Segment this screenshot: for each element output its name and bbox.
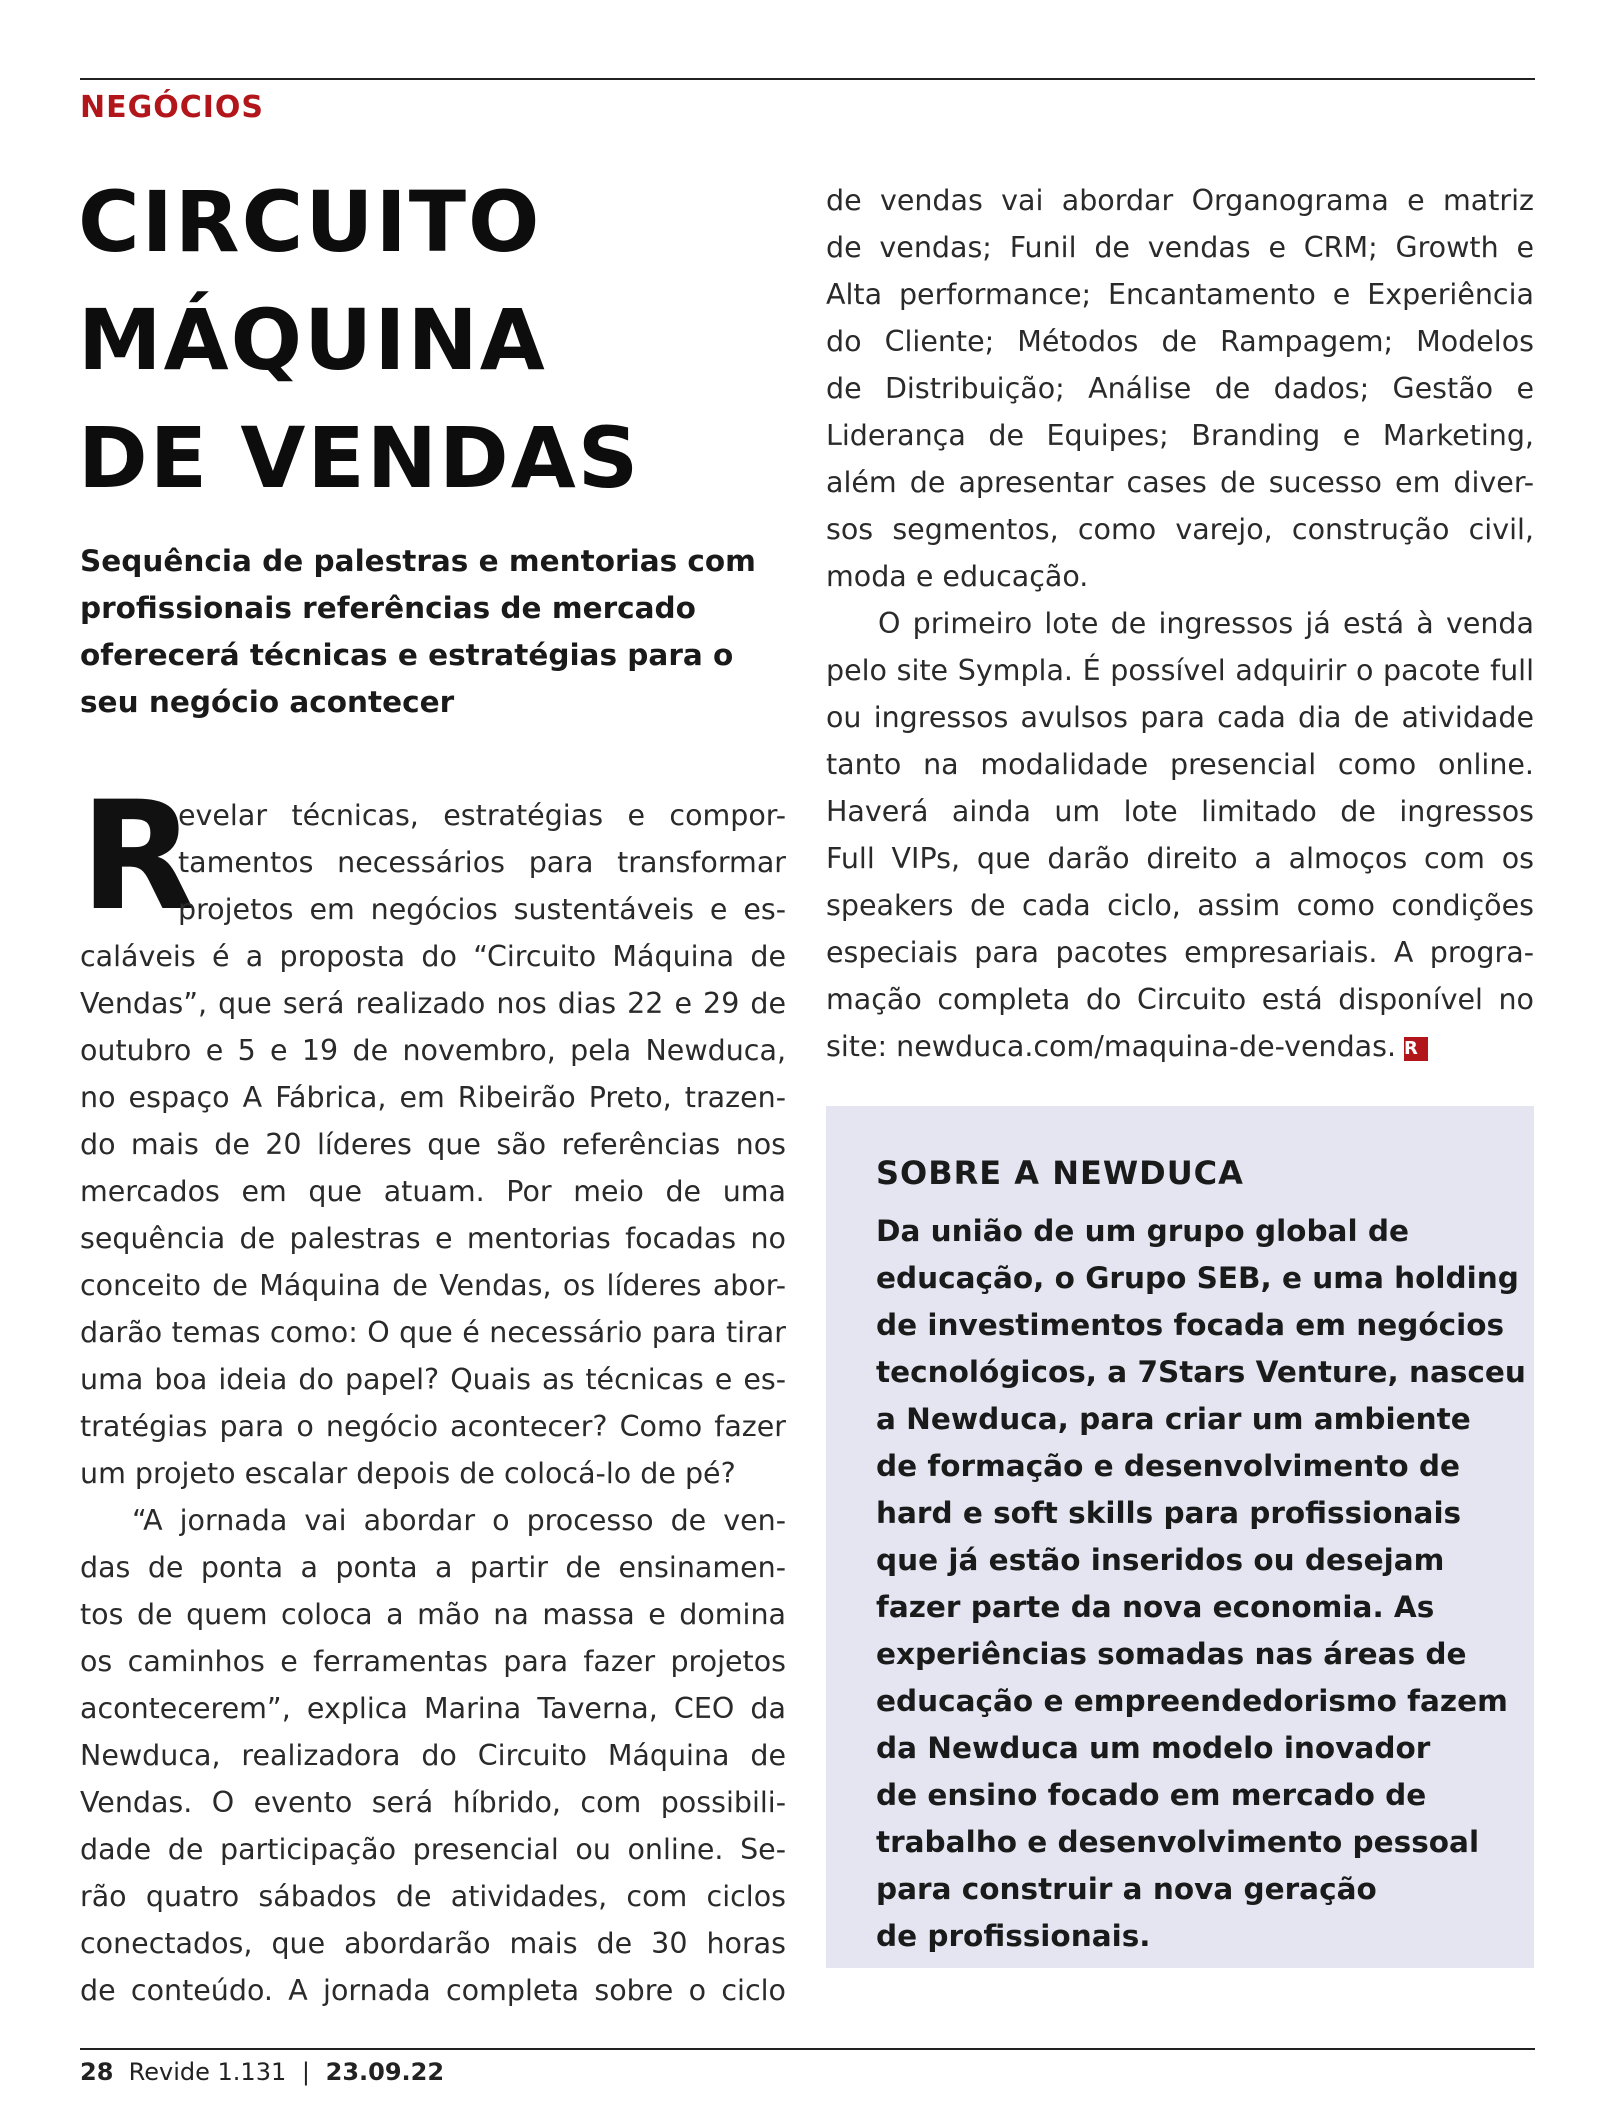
sidebar-line: Da união de um grupo global de (876, 1214, 1409, 1248)
article-line: acontecerem”, explica Marina Taverna, CEO da (80, 1692, 786, 1725)
article-column-left (80, 792, 786, 2014)
subheadline-line: oferecerá técnicas e estratégias para o (80, 638, 734, 672)
article-line: das de ponta a ponta a partir de ensinamen- (80, 1551, 786, 1584)
subheadline-line: Sequência de palestras e mentorias com (80, 544, 756, 578)
article-line: os caminhos e ferramentas para fazer projetos (80, 1645, 786, 1678)
sidebar-line: de ensino focado em mercado de (876, 1778, 1427, 1812)
article-url-text: site: newduca.com/maquina-de-vendas. (826, 1030, 1397, 1063)
article-line: “A jornada vai abordar o processo de ven- (132, 1504, 786, 1537)
sidebar-body (876, 1208, 1526, 1960)
sidebar-line: experiências somadas nas áreas de (876, 1637, 1467, 1671)
article-line: Haverá ainda um lote limitado de ingressos (826, 795, 1534, 828)
article-line: speakers de cada ciclo, assim como condições (826, 889, 1534, 922)
article-line: moda e educação. (826, 560, 1089, 593)
article-line: sos segmentos, como varejo, construção civil, (826, 513, 1534, 546)
sidebar-title: SOBRE A NEWDUCA (876, 1154, 1244, 1192)
sidebar-line: para construir a nova geração (876, 1872, 1377, 1906)
article-line: O primeiro lote de ingressos já está à venda (878, 607, 1534, 640)
article-line: do mais de 20 líderes que são referências nos (80, 1128, 786, 1161)
article-line: dade de participação presencial ou online. Se- (80, 1833, 786, 1866)
article-line: tamentos necessários para transformar (178, 846, 786, 879)
sidebar-line: hard e soft skills para profissionais (876, 1496, 1462, 1530)
article-line: darão temas como: O que é necessário para tirar (80, 1316, 786, 1349)
article-line: Newduca, realizadora do Circuito Máquina de (80, 1739, 786, 1772)
article-line: conceito de Máquina de Vendas, os líderes abor- (80, 1269, 786, 1302)
article-last-line (826, 1023, 1534, 1070)
article-line: além de apresentar cases de sucesso em diver- (826, 466, 1534, 499)
page-number: 28 (80, 2058, 114, 2086)
sidebar-line: educação e empreendedorismo fazem (876, 1684, 1508, 1718)
article-line: ou ingressos avulsos para cada dia de atividade (826, 701, 1534, 734)
article-line: outubro e 5 e 19 de novembro, pela Newduca, (80, 1034, 786, 1067)
article-line: um projeto escalar depois de colocá-lo de pé? (80, 1457, 736, 1490)
article-line: Full VIPs, que darão direito a almoços com os (826, 842, 1534, 875)
article-line: Liderança de Equipes; Branding e Marketing, (826, 419, 1534, 452)
article-line: Alta performance; Encantamento e Experiência (826, 278, 1534, 311)
article-line: de vendas; Funil de vendas e CRM; Growth e (826, 231, 1534, 264)
top-rule (80, 78, 1535, 80)
drop-cap: R (80, 770, 196, 944)
sidebar-line: educação, o Grupo SEB, e uma holding (876, 1261, 1519, 1295)
article-line: caláveis é a proposta do “Circuito Máquina de (80, 940, 786, 973)
section-label: NEGÓCIOS (80, 90, 265, 125)
sidebar-box (826, 1106, 1534, 1968)
subheadline-line: profissionais referências de mercado (80, 591, 696, 625)
page-footer (80, 2058, 444, 2086)
article-line: Vendas”, que será realizado nos dias 22 e 29 de (80, 987, 786, 1020)
end-mark-icon: R (1404, 1037, 1428, 1061)
headline-line: DE VENDAS (78, 409, 641, 507)
article-line: pelo site Sympla. É possível adquirir o pacote full (826, 654, 1534, 687)
article-line: tos de quem coloca a mão na massa e domina (80, 1598, 786, 1631)
article-line: de vendas vai abordar Organograma e matriz (826, 184, 1534, 217)
headline-line: MÁQUINA (78, 291, 547, 389)
sidebar-line: trabalho e desenvolvimento pessoal (876, 1825, 1480, 1859)
article-line: no espaço A Fábrica, em Ribeirão Preto, trazen- (80, 1081, 786, 1114)
article-line: mercados em que atuam. Por meio de uma (80, 1175, 786, 1208)
article-line: do Cliente; Métodos de Rampagem; Modelos (826, 325, 1534, 358)
article-column-right (826, 177, 1534, 1070)
article-line: sequência de palestras e mentorias focadas no (80, 1222, 786, 1255)
article-line: evelar técnicas, estratégias e compor- (178, 799, 786, 832)
article-line: uma boa ideia do papel? Quais as técnicas e es- (80, 1363, 786, 1396)
sidebar-line: da Newduca um modelo inovador (876, 1731, 1431, 1765)
article-line: rão quatro sábados de atividades, com ciclos (80, 1880, 786, 1913)
subheadline (80, 538, 800, 726)
sidebar-line: fazer parte da nova economia. As (876, 1590, 1435, 1624)
article-line: projetos em negócios sustentáveis e es- (178, 893, 786, 926)
article-line: mação completa do Circuito está disponível no (826, 983, 1534, 1016)
bottom-rule (80, 2048, 1535, 2050)
article-line: conectados, que abordarão mais de 30 horas (80, 1927, 786, 1960)
headline (78, 163, 798, 517)
footer-separator: | (301, 2058, 310, 2086)
sidebar-line: de formação e desenvolvimento de (876, 1449, 1461, 1483)
article-line: tanto na modalidade presencial como online. (826, 748, 1534, 781)
sidebar-line: a Newduca, para criar um ambiente (876, 1402, 1471, 1436)
sidebar-line: tecnológicos, a 7Stars Venture, nasceu (876, 1355, 1526, 1389)
sidebar-line: de investimentos focada em negócios (876, 1308, 1505, 1342)
publication-name: Revide 1.131 (128, 2058, 287, 2086)
article-line: especiais para pacotes empresariais. A progra- (826, 936, 1534, 969)
issue-date: 23.09.22 (325, 2058, 445, 2086)
article-line: de conteúdo. A jornada completa sobre o ciclo (80, 1974, 786, 2007)
article-line: tratégias para o negócio acontecer? Como fazer (80, 1410, 786, 1443)
sidebar-line: que já estão inseridos ou desejam (876, 1543, 1445, 1577)
article-line: de Distribuição; Análise de dados; Gestão e (826, 372, 1534, 405)
subheadline-line: seu negócio acontecer (80, 685, 455, 719)
article-line: Vendas. O evento será híbrido, com possibili- (80, 1786, 786, 1819)
headline-line: CIRCUITO (78, 173, 542, 271)
sidebar-line: de profissionais. (876, 1919, 1151, 1953)
